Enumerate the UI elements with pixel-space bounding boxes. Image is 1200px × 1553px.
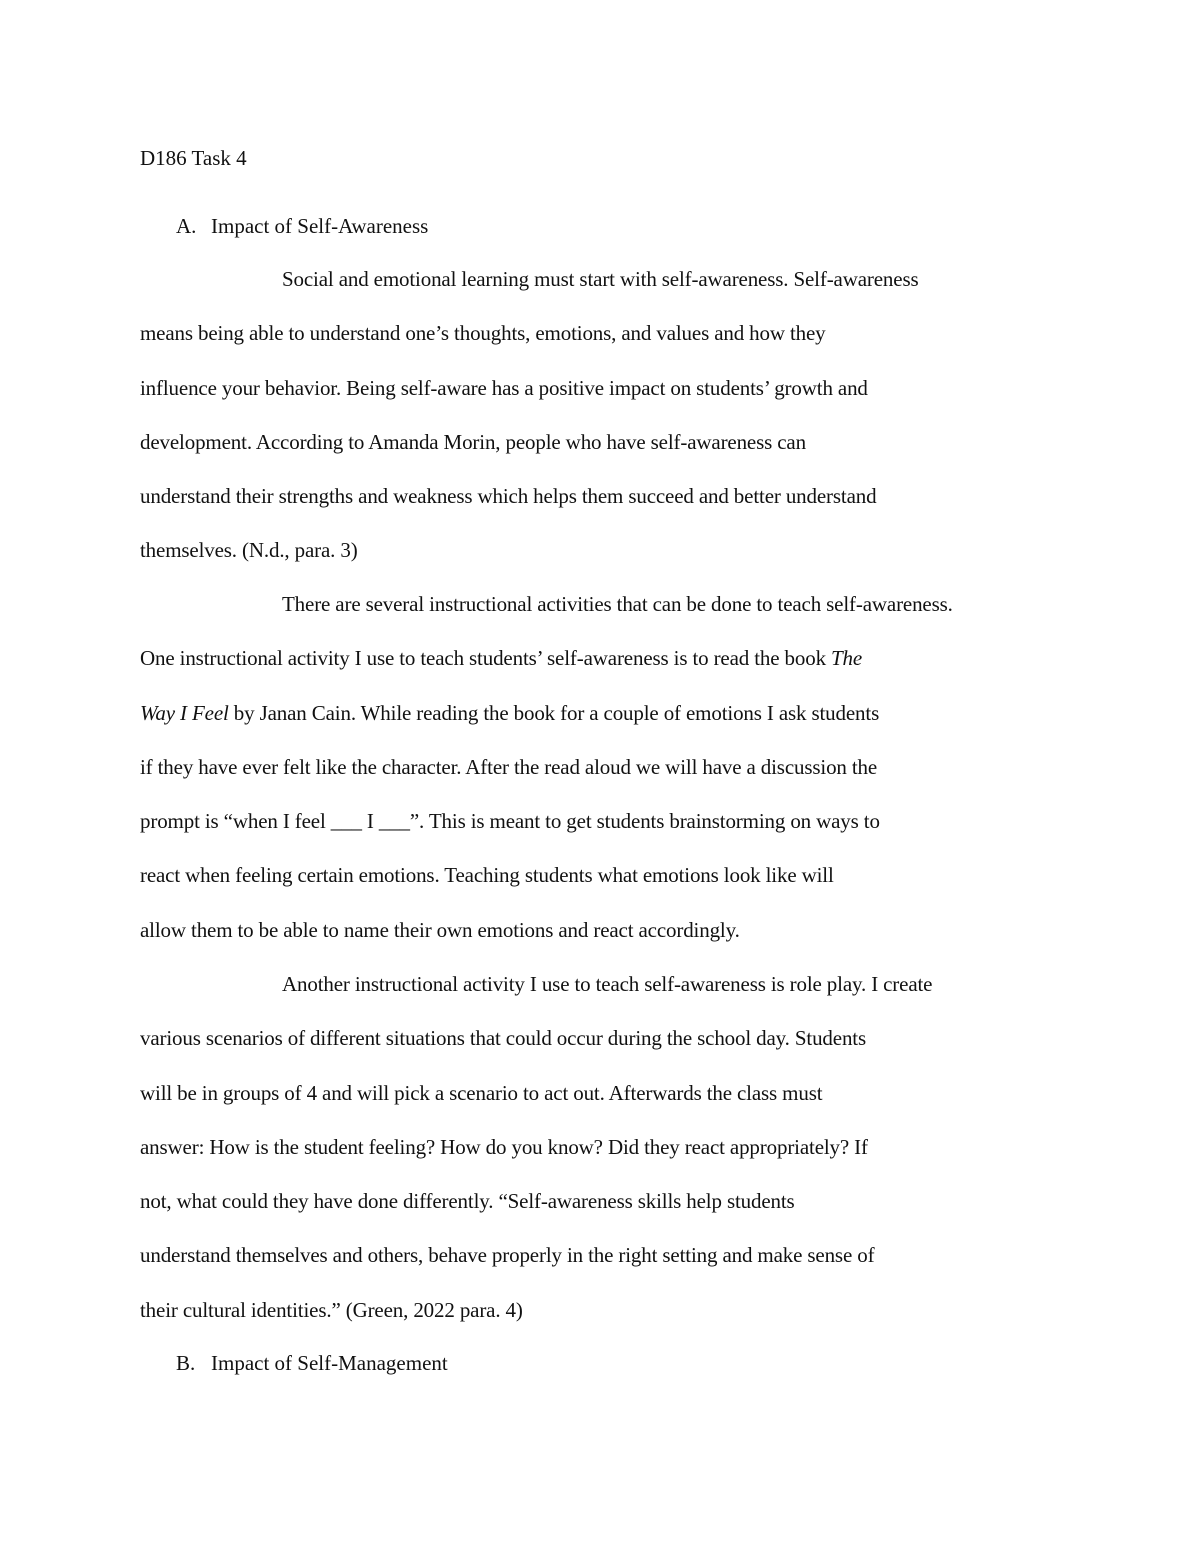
paragraph-line: Social and emotional learning must start with self-awareness. Self-awareness: [282, 267, 919, 291]
paragraph-line: if they have ever felt like the character. After the read aloud we will have a discussion the: [140, 754, 878, 779]
book-title-part: The: [831, 646, 863, 671]
section-a-heading: [176, 212, 428, 240]
book-title-part: Way I Feel: [140, 700, 229, 725]
paragraph-line: [140, 686, 1071, 740]
document-title: D186 Task 4: [140, 146, 247, 170]
paragraph-line: various scenarios of different situations that could occur during the school day. Students: [140, 1026, 867, 1051]
paragraph-line: not, what could they have done differently. “Self-awareness skills help students: [140, 1189, 795, 1214]
paragraph-line: answer: How is the student feeling? How do you know? Did they react appropriately? If: [140, 1134, 868, 1159]
paragraph-line: development. According to Amanda Morin, people who have self-awareness can: [140, 429, 806, 454]
paragraph-line: react when feeling certain emotions. Teaching students what emotions look like will: [140, 863, 834, 888]
paragraph-line: themselves. (N.d., para. 3): [140, 538, 358, 563]
paragraph-self-awareness-intro: [140, 252, 1071, 578]
section-b-marker: B.: [176, 1351, 196, 1375]
section-a-heading-text: Impact of Self-Awareness: [211, 214, 429, 238]
line-text: One instructional activity I use to teach students’ self-awareness is to read the book: [140, 646, 832, 671]
paragraph-line: understand themselves and others, behave properly in the right setting and make sense of: [140, 1243, 875, 1268]
paragraph-line: will be in groups of 4 and will pick a scenario to act out. Afterwards the class must: [140, 1080, 823, 1105]
section-a-marker: A.: [176, 214, 197, 238]
paragraph-line: their cultural identities.” (Green, 2022 para. 4): [140, 1297, 523, 1322]
paragraph-line: prompt is “when I feel ___ I ___”. This is meant to get students brainstorming on ways to: [140, 809, 880, 834]
paragraph-line: understand their strengths and weakness which helps them succeed and better understand: [140, 484, 877, 509]
paragraph-line: [140, 631, 1071, 685]
paragraph-line: influence your behavior. Being self-aware has a positive impact on students’ growth and: [140, 375, 868, 400]
paragraph-line: Another instructional activity I use to teach self-awareness is role play. I create: [282, 972, 933, 996]
paragraph-book-activity: [140, 577, 1071, 957]
paragraph-line: allow them to be able to name their own emotions and react accordingly.: [140, 917, 740, 942]
paragraph-role-play-activity: [140, 957, 1071, 1337]
line-text: by Janan Cain. While reading the book for a couple of emotions I ask students: [228, 700, 880, 725]
section-b-heading-text: Impact of Self-Management: [211, 1351, 448, 1375]
paragraph-line: There are several instructional activities that can be done to teach self-awareness.: [282, 592, 953, 616]
section-b-heading: [176, 1349, 448, 1377]
paragraph-line: means being able to understand one’s thoughts, emotions, and values and how they: [140, 321, 826, 346]
